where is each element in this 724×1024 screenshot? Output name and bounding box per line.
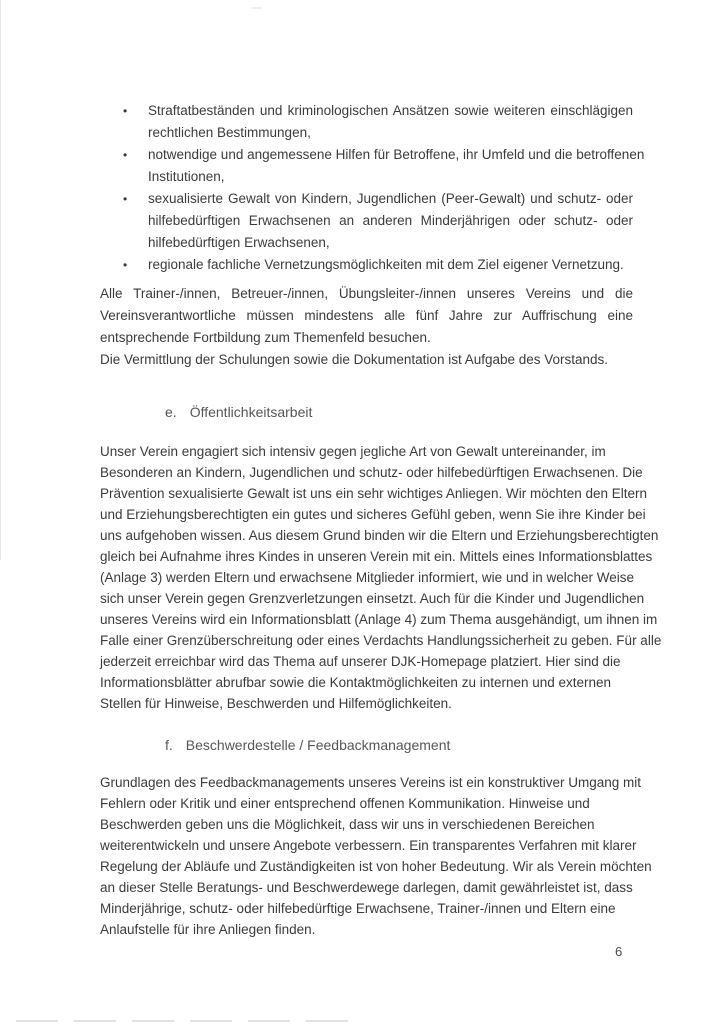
section-heading-e bbox=[165, 401, 312, 423]
section-title: Öffentlichkeitsarbeit bbox=[189, 404, 313, 420]
text-line: entsprechende Fortbildung zum Themenfeld besuchen. bbox=[100, 330, 431, 345]
text-line: Stellen für Hinweise, Beschwerden und Hilfemöglichkeiten. bbox=[100, 696, 452, 711]
text-line: Institutionen, bbox=[148, 169, 225, 184]
text-line: Straftatbeständen und kriminologischen Ansätzen sowie weiteren einschlägigen bbox=[148, 103, 633, 118]
bullet-item-lines bbox=[148, 188, 633, 254]
text-line: weiterentwickeln und unsere Angebote verbessern. Ein transparentes Verfahren mit klarer bbox=[100, 838, 637, 853]
text-line: hilfebedürftigen Erwachsenen, bbox=[148, 235, 330, 250]
bullet-icon: • bbox=[123, 192, 128, 206]
text-line: Die Vermittlung der Schulungen sowie die Dokumentation ist Aufgabe des Vorstands. bbox=[100, 352, 609, 367]
bullet-list bbox=[100, 100, 645, 276]
text-line: sexualisierte Gewalt von Kindern, Jugendlichen (Peer-Gewalt) und schutz- oder bbox=[148, 191, 633, 206]
paragraph-training-part2 bbox=[100, 349, 633, 371]
text-line: regionale fachliche Vernetzungsmöglichkeiten mit dem Ziel eigener Vernetzung. bbox=[148, 257, 624, 272]
bullet-item bbox=[100, 144, 645, 188]
bullet-item bbox=[100, 100, 633, 144]
text-line: an dieser Stelle Beratungs- und Beschwerdewege darlegen, damit gewährleistet ist, dass bbox=[100, 880, 633, 895]
bullet-icon: • bbox=[123, 104, 128, 118]
text-line: gleich bei Aufnahme ihres Kindes in unseren Verein mit ein. Mittels eines Informationsblattes bbox=[100, 549, 653, 564]
text-line: Vereinsverantwortliche müssen mindestens alle fünf Jahre zur Auffrischung eine bbox=[100, 308, 633, 323]
text-line: hilfebedürftigen Erwachsenen an anderen Minderjährigen oder schutz- oder bbox=[148, 213, 633, 228]
text-line: Unser Verein engagiert sich intensiv gegen jegliche Art von Gewalt untereinander, im bbox=[100, 444, 606, 459]
text-line: Grundlagen des Feedbackmanagements unseres Vereins ist ein konstruktiver Umgang mit bbox=[100, 775, 642, 790]
section-label: f. bbox=[165, 737, 173, 753]
text-line: und Erziehungsberechtigten ein gutes und sicheres Gefühl geben, wenn Sie ihre Kinder bei bbox=[100, 507, 646, 522]
paragraph-feedback bbox=[100, 772, 652, 940]
paragraph-oeffentlichkeitsarbeit bbox=[100, 441, 662, 714]
bullet-item-lines bbox=[148, 100, 633, 144]
section-label: e. bbox=[165, 404, 177, 420]
section-title: Beschwerdestelle / Feedbackmanagement bbox=[185, 737, 451, 753]
text-line: Regelung der Abläufe und Zuständigkeiten ist von hoher Bedeutung. Wir als Verein möchten bbox=[100, 859, 652, 874]
text-line: (Anlage 3) werden Eltern und erwachsene Mitglieder informiert, wie und in welcher Weise bbox=[100, 570, 635, 585]
page-number: 6 bbox=[615, 944, 623, 959]
bullet-item bbox=[100, 254, 633, 276]
text-line: uns aufgehoben wissen. Aus diesem Grund binden wir die Eltern und Erziehungsberechtigten bbox=[100, 528, 659, 543]
text-line: notwendige und angemessene Hilfen für Betroffene, ihr Umfeld und die betroffenen bbox=[148, 147, 645, 162]
text-line: Fehlern oder Kritik und einer entsprechend offenen Kommunikation. Hinweise und bbox=[100, 796, 590, 811]
bullet-item bbox=[100, 188, 633, 254]
text-line: Anlaufstelle für ihre Anliegen finden. bbox=[100, 922, 316, 937]
text-line: Prävention sexualisierte Gewalt ist uns ein sehr wichtiges Anliegen. Wir möchten den Eltern bbox=[100, 486, 648, 501]
paragraph-training-part1 bbox=[100, 283, 633, 349]
scan-edge-artifact-left bbox=[0, 0, 1, 560]
text-line: Informationsblätter abrufbar sowie die Kontaktmöglichkeiten zu internen und externen bbox=[100, 675, 612, 690]
bullet-item-lines bbox=[148, 254, 633, 276]
bullet-icon: • bbox=[123, 258, 128, 272]
bullet-item-lines bbox=[148, 144, 645, 188]
text-line: sich unser Verein gegen Grenzverletzungen einsetzt. Auch für die Kinder und Jugendlichen bbox=[100, 591, 645, 606]
text-line: Besonderen an Kindern, Jugendlichen und schutz- oder hilfebedürftigen Erwachsenen. Die bbox=[100, 465, 643, 480]
text-line: Alle Trainer-/innen, Betreuer-/innen, Übungsleiter-/innen unseres Vereins und die bbox=[100, 286, 633, 301]
scan-edge-artifact-bottom bbox=[16, 1020, 356, 1022]
text-line: Beschwerden geben uns die Möglichkeit, dass wir uns in verschiedenen Bereichen bbox=[100, 817, 595, 832]
text-line: jederzeit erreichbar wird das Thema auf unserer DJK-Homepage platziert. Hier sind die bbox=[100, 654, 621, 669]
bullet-icon: • bbox=[123, 148, 128, 162]
paragraph-training bbox=[100, 283, 633, 371]
text-line: Falle einer Grenzüberschreitung oder eines Verdachts Handlungssicherheit zu geben. Für alle bbox=[100, 633, 662, 648]
text-line: unseres Vereins wird ein Informationsblatt (Anlage 4) zum Thema ausgehändigt, um ihnen im bbox=[100, 612, 658, 627]
text-line: rechtlichen Bestimmungen, bbox=[148, 125, 311, 140]
scan-speck-artifact bbox=[252, 7, 262, 9]
section-heading-f bbox=[165, 734, 450, 756]
text-line: Minderjährige, schutz- oder hilfebedürftige Erwachsene, Trainer-/innen und Eltern eine bbox=[100, 901, 616, 916]
